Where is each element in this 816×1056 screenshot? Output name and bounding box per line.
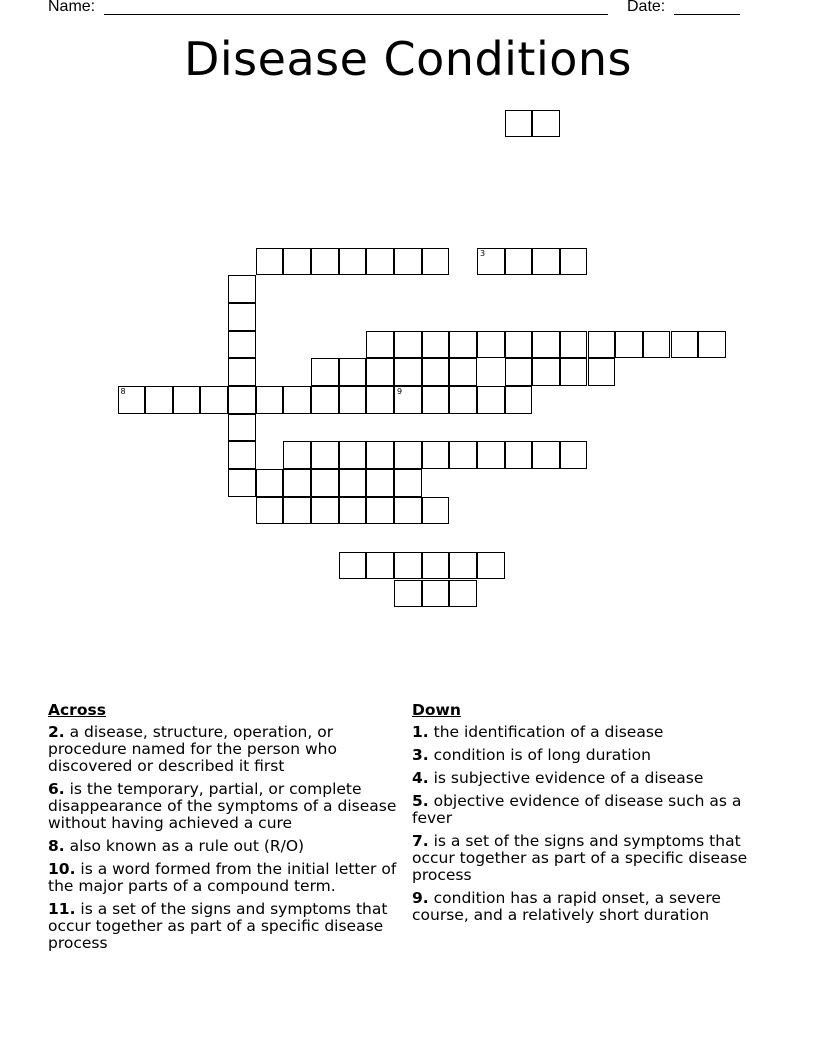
- grid-cell[interactable]: [311, 441, 339, 469]
- date-label: Date:: [627, 0, 666, 15]
- across-clue: [48, 724, 406, 775]
- clue-text: condition has a rapid onset, a severe course, and a relatively short duration: [412, 889, 721, 924]
- clue-number: 2.: [48, 723, 65, 741]
- clue-text: is subjective evidence of a disease: [428, 769, 704, 787]
- clue-text: is a set of the signs and symptoms that occur together as part of a specific disease process: [412, 832, 748, 884]
- grid-cell[interactable]: [698, 331, 726, 359]
- grid-cell[interactable]: [366, 386, 394, 414]
- grid-cell[interactable]: [256, 248, 284, 276]
- grid-cell[interactable]: [311, 497, 339, 525]
- grid-cell[interactable]: [145, 386, 173, 414]
- grid-cell[interactable]: [366, 552, 394, 580]
- grid-cell[interactable]: [422, 331, 450, 359]
- down-clue: [412, 833, 772, 884]
- grid-cell[interactable]: [477, 552, 505, 580]
- grid-cell[interactable]: [449, 358, 477, 386]
- clue-number: 3.: [412, 746, 429, 764]
- grid-cell[interactable]: [394, 441, 422, 469]
- grid-cell[interactable]: [505, 386, 533, 414]
- grid-cell[interactable]: [588, 331, 616, 359]
- grid-cell[interactable]: [532, 110, 560, 138]
- grid-cell[interactable]: [422, 248, 450, 276]
- clue-number: 7.: [412, 832, 429, 850]
- clue-number: 6.: [48, 780, 65, 798]
- clue-text: objective evidence of disease such as a fever: [412, 792, 742, 827]
- across-heading: Across: [48, 701, 106, 719]
- clue-text: a disease, structure, operation, or procedure named for the person who discovered or described it first: [48, 723, 337, 775]
- clue-number: 5.: [412, 792, 429, 810]
- grid-cell[interactable]: [228, 414, 256, 442]
- clue-text: is a set of the signs and symptoms that occur together as part of a specific disease process: [48, 900, 388, 952]
- grid-cell[interactable]: [477, 248, 505, 276]
- grid-cell[interactable]: [560, 441, 588, 469]
- cell-number: 9: [397, 387, 403, 396]
- grid-cell[interactable]: [615, 331, 643, 359]
- down-clue: [412, 724, 772, 741]
- grid-cell[interactable]: [366, 441, 394, 469]
- grid-cell[interactable]: [200, 386, 228, 414]
- clue-number: 8.: [48, 837, 65, 855]
- grid-cell[interactable]: [366, 248, 394, 276]
- grid-cell[interactable]: [339, 248, 367, 276]
- grid-cell[interactable]: [422, 580, 450, 608]
- cell-number: 8: [120, 387, 126, 396]
- clue-number: 1.: [412, 723, 429, 741]
- grid-cell[interactable]: [477, 441, 505, 469]
- clue-number: 10.: [48, 860, 76, 878]
- grid-cell[interactable]: [505, 110, 533, 138]
- grid-cell[interactable]: [671, 331, 699, 359]
- grid-cell[interactable]: [532, 331, 560, 359]
- grid-cell[interactable]: [283, 386, 311, 414]
- grid-cell[interactable]: [311, 386, 339, 414]
- grid-cell[interactable]: [311, 248, 339, 276]
- grid-cell[interactable]: [228, 275, 256, 303]
- across-clues: [48, 702, 406, 958]
- grid-cell[interactable]: [532, 248, 560, 276]
- grid-cell[interactable]: [505, 441, 533, 469]
- grid-cell[interactable]: [394, 469, 422, 497]
- grid-cell[interactable]: [339, 552, 367, 580]
- across-clue: [48, 838, 406, 855]
- page-title: Disease Conditions: [183, 32, 633, 86]
- grid-cell[interactable]: [366, 331, 394, 359]
- grid-cell[interactable]: [394, 386, 422, 414]
- grid-cell[interactable]: [560, 248, 588, 276]
- grid-cell[interactable]: [394, 580, 422, 608]
- clue-text: condition is of long duration: [428, 746, 651, 764]
- grid-cell[interactable]: [394, 497, 422, 525]
- down-clue: [412, 793, 772, 827]
- grid-cell[interactable]: [449, 441, 477, 469]
- grid-cell[interactable]: [532, 358, 560, 386]
- grid-cell[interactable]: [339, 441, 367, 469]
- grid-cell[interactable]: [283, 497, 311, 525]
- clue-text: also known as a rule out (R/O): [64, 837, 305, 855]
- grid-cell[interactable]: [311, 469, 339, 497]
- grid-cell[interactable]: [394, 552, 422, 580]
- grid-cell[interactable]: [449, 386, 477, 414]
- grid-cell[interactable]: [339, 469, 367, 497]
- grid-cell[interactable]: [422, 552, 450, 580]
- grid-cell[interactable]: [366, 358, 394, 386]
- grid-cell[interactable]: [394, 358, 422, 386]
- grid-cell[interactable]: [560, 358, 588, 386]
- clue-number: 9.: [412, 889, 429, 907]
- grid-cell[interactable]: [643, 331, 671, 359]
- grid-cell[interactable]: [366, 497, 394, 525]
- grid-cell[interactable]: [311, 358, 339, 386]
- grid-cell[interactable]: [228, 469, 256, 497]
- grid-cell[interactable]: [228, 386, 256, 414]
- clue-text: is a word formed from the initial letter of the major parts of a compound term.: [48, 860, 397, 895]
- grid-cell[interactable]: [422, 358, 450, 386]
- grid-cell[interactable]: [422, 497, 450, 525]
- grid-cell[interactable]: [477, 386, 505, 414]
- grid-cell[interactable]: [228, 441, 256, 469]
- grid-cell[interactable]: [256, 497, 284, 525]
- down-clue: [412, 747, 772, 764]
- grid-cell[interactable]: [283, 469, 311, 497]
- across-clue: [48, 781, 406, 832]
- grid-cell[interactable]: [283, 248, 311, 276]
- down-clue: [412, 890, 772, 924]
- grid-cell[interactable]: [339, 358, 367, 386]
- grid-cell[interactable]: [532, 441, 560, 469]
- clue-text: is the temporary, partial, or complete disappearance of the symptoms of a disease without having achieved a cure: [48, 780, 397, 832]
- down-clue: [412, 770, 772, 787]
- grid-cell[interactable]: [449, 552, 477, 580]
- grid-cell[interactable]: [477, 331, 505, 359]
- grid-cell[interactable]: [228, 331, 256, 359]
- grid-cell[interactable]: [173, 386, 201, 414]
- grid-cell[interactable]: [256, 469, 284, 497]
- grid-cell[interactable]: [422, 441, 450, 469]
- grid-cell[interactable]: [560, 331, 588, 359]
- down-heading: Down: [412, 701, 461, 719]
- across-clue: [48, 901, 406, 952]
- grid-cell[interactable]: [449, 331, 477, 359]
- down-clues: [412, 702, 772, 930]
- grid-cell[interactable]: [118, 386, 146, 414]
- clue-number: 4.: [412, 769, 429, 787]
- across-clue: [48, 861, 406, 895]
- grid-cell[interactable]: [228, 303, 256, 331]
- grid-cell[interactable]: [339, 497, 367, 525]
- grid-cell[interactable]: [339, 386, 367, 414]
- grid-cell[interactable]: [228, 358, 256, 386]
- grid-cell[interactable]: [283, 441, 311, 469]
- grid-cell[interactable]: [505, 358, 533, 386]
- grid-cell[interactable]: [394, 331, 422, 359]
- down-clue-list: [412, 724, 772, 924]
- grid-cell[interactable]: [422, 386, 450, 414]
- grid-cell[interactable]: [449, 580, 477, 608]
- clue-text: the identification of a disease: [428, 723, 664, 741]
- grid-cell[interactable]: [394, 248, 422, 276]
- grid-cell[interactable]: [366, 469, 394, 497]
- grid-cell[interactable]: [588, 358, 616, 386]
- cell-number: 3: [479, 248, 486, 258]
- grid-cell[interactable]: [505, 248, 533, 276]
- across-clue-list: [48, 724, 406, 952]
- grid-cell[interactable]: [505, 331, 533, 359]
- name-label: Name:: [48, 0, 96, 15]
- clue-number: 11.: [48, 900, 76, 918]
- grid-cell[interactable]: [256, 386, 284, 414]
